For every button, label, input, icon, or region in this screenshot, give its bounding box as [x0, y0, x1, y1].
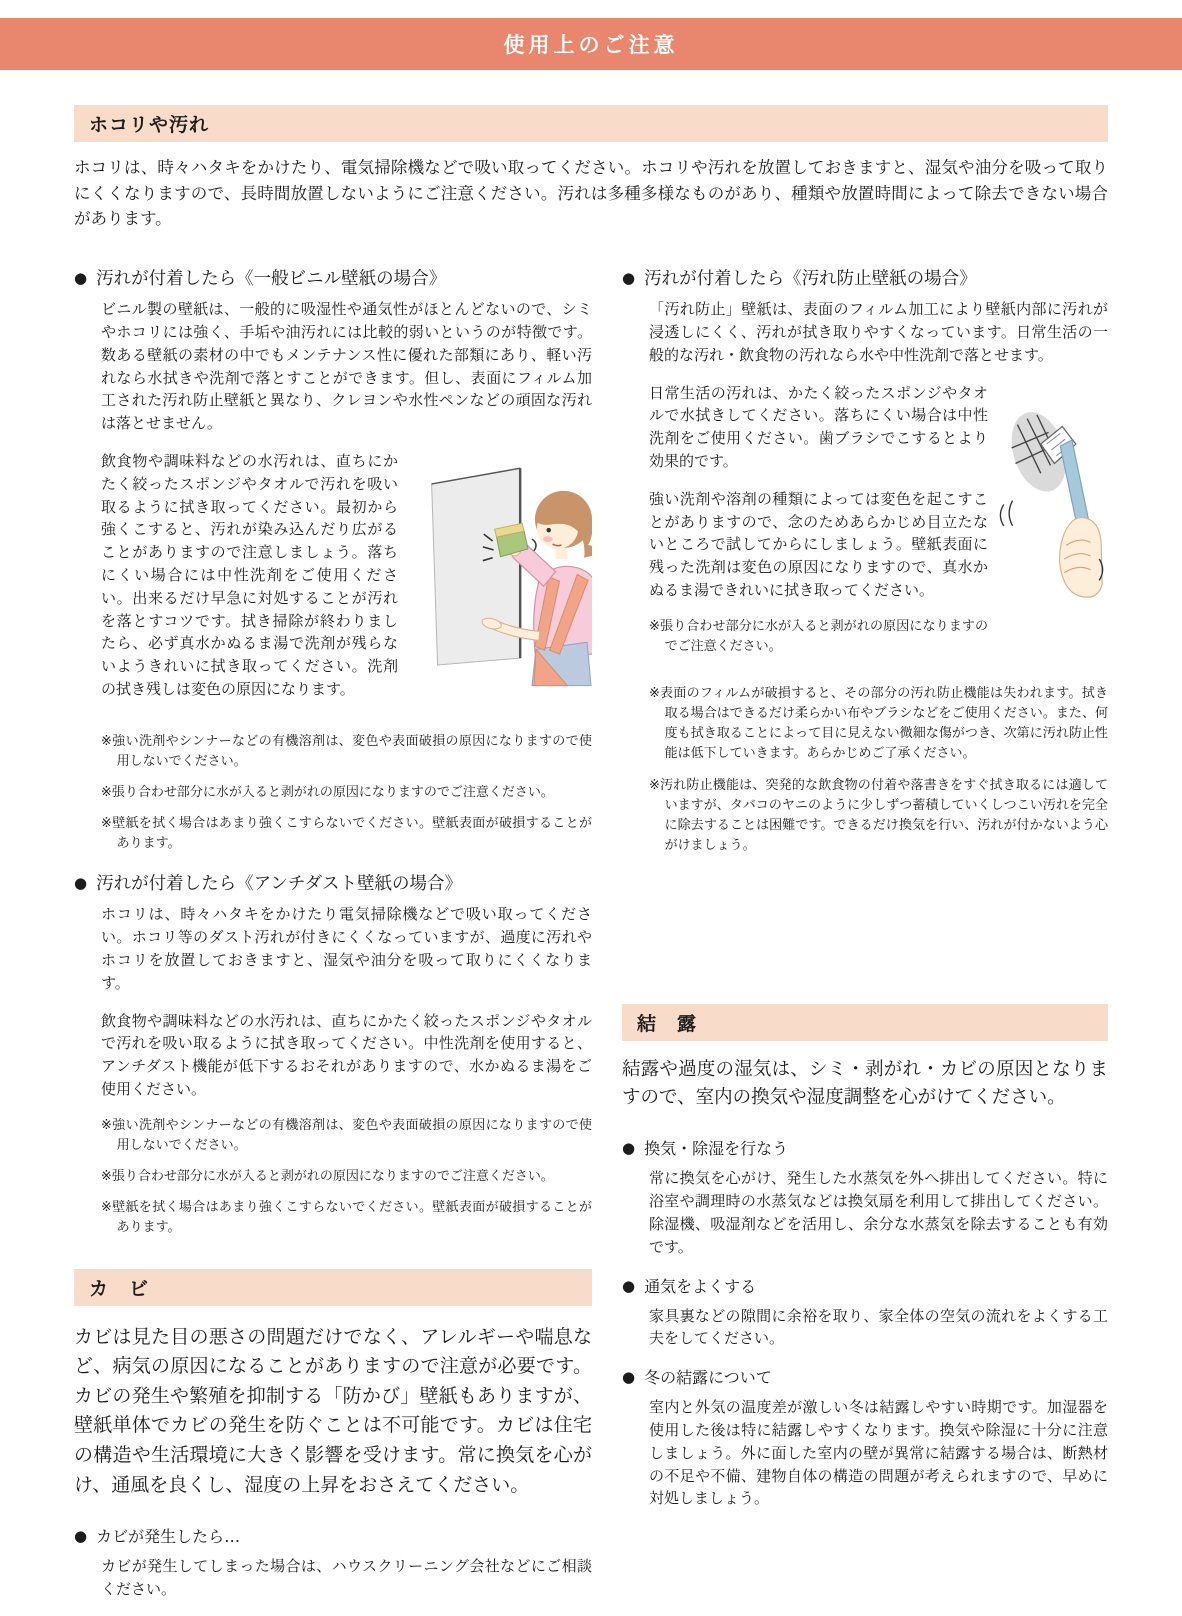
kabi-body-text: カビは見た目の悪さの問題だけでなく、アレルギーや喘息など、病気の原因になることがありますので注意が必要です。カビの発生や繁殖を抑制する「防かび」壁紙もありますが、壁紙単体でカビの発生を防ぐことは不可能です。カビは住宅の構造や生活環境に大きく影響を受けます。常に換気を心がけ、通風を良くし、湿度の上昇をおさえてください。 — [74, 1325, 592, 1496]
section-band-ketsuro — [622, 1004, 1108, 1041]
note-mark-icon: ※ — [101, 1200, 113, 1216]
antidust-heading-label: 汚れが付着したら《アンチダスト壁紙の場合》 — [96, 874, 463, 895]
ketsuro-item-fuyu-body: 室内と外気の温度差が激しい冬は結露しやすい時期です。加湿器を使用した後は特に結露しやすくなります。換気や除湿に十分に注意しましょう。外に面した室内の壁が異常に結露する場合は、断熱材の不足や不備、建物自体の構造の問題が考えられますので、早めに対処しましょう。 — [649, 1398, 1108, 1508]
left-column — [74, 259, 592, 1616]
page-title: 使用上のご注意 — [503, 33, 679, 57]
vinyl-paragraph-2-block — [74, 450, 592, 716]
stainproof-heading — [622, 265, 1108, 290]
document-page — [0, 18, 1182, 1599]
antidust-paragraph-1: ホコリは、時々ハタキをかけたり電気掃除機などで吸い取ってください。ホコリ等のダスト汚れが付きにくくなっていますが、過度に汚れやホコリを放置しておきますと、湿気や油分を吸って取りにくくなります。 — [101, 905, 592, 992]
note-mark-icon: ※ — [649, 618, 661, 634]
vinyl-heading — [74, 265, 592, 290]
vinyl-heading-label: 汚れが付着したら《一般ビニル壁紙の場合》 — [96, 269, 447, 290]
antidust-note-1: ※強い洗剤やシンナーなどの有機溶剤は、変色や表面破損の原因になりますので使用しないでください。 — [101, 1117, 592, 1153]
antidust-heading — [74, 870, 592, 895]
ketsuro-item-kanki-heading — [622, 1136, 1108, 1159]
ketsuro-item-kanki-label: 換気・除湿を行なう — [644, 1139, 789, 1159]
bullet-icon: ● — [622, 1139, 636, 1158]
note-mark-icon: ※ — [649, 686, 661, 702]
woman-wiping-wall-illustration — [410, 456, 592, 688]
stainproof-note-1: ※張り合わせ部分に水が入ると剥がれの原因になりますのでご注意ください。 — [649, 618, 988, 654]
section-band-kabi — [74, 1269, 592, 1306]
bullet-icon: ● — [74, 1527, 88, 1546]
vinyl-note-2: ※張り合わせ部分に水が入ると剥がれの原因になりますのでご注意ください。 — [101, 785, 554, 801]
stainproof-paragraph-1: 「汚れ防止」壁紙は、表面のフィルム加工により壁紙内部に汚れが浸透しにくく、汚れが拭き取りやすくなっています。日常生活の一般的な汚れ・飲食物の汚れなら水や中性洗剤で落とせます。 — [649, 300, 1108, 364]
note-mark-icon: ※ — [101, 1117, 113, 1133]
vinyl-paragraph-1: ビニル製の壁紙は、一般的に吸湿性や通気性がほとんどないので、シミやホコリには強く、手垢や油汚れには比較的弱いというのが特徴です。数ある壁紙の素材の中でもメンテナンス性に優れた部類にあり、軽い汚れなら水拭きや洗剤で落とすことができます。但し、表面にフィルム加工された汚れ防止壁紙と異なり、クレヨンや水性ペンなどの頑固な汚れは落とせません。 — [101, 300, 592, 433]
vinyl-note-3: ※壁紙を拭く場合はあまり強くこすらないでください。壁紙表面が破損することがあります。 — [101, 816, 592, 852]
ketsuro-item-kanki-body: 常に換気を心がけ、発生した水蒸気を外へ排出してください。特に浴室や調理時の水蒸気などは換気扇を利用して排出してください。除湿機、吸湿剤などを活用し、余分な水蒸気を除去することも有効です。 — [649, 1169, 1108, 1256]
vinyl-note-1: ※強い洗剤やシンナーなどの有機溶剤は、変色や表面破損の原因になりますので使用しないでください。 — [101, 733, 592, 769]
kabi-hassei-heading — [74, 1524, 592, 1547]
stainproof-paragraph-2: 日常生活の汚れは、かたく絞ったスポンジやタオルで水拭きしてください。落ちにくい場合は中性洗剤をご使用ください。歯ブラシでこするとより効果的です。 — [649, 383, 988, 470]
bullet-icon: ● — [622, 1368, 636, 1387]
section-band-ketsuro-label: 結 露 — [637, 1013, 698, 1036]
ketsuro-item-tsuki-body: 家具裏などの隙間に余裕を取り、家全体の空気の流れをよくする工夫をしてください。 — [649, 1306, 1108, 1348]
stainproof-paragraph-block — [622, 382, 1108, 668]
kabi-hassei-body: カビが発生してしまった場合は、ハウスクリーニング会社などにご相談ください。 — [101, 1557, 592, 1599]
bullet-icon: ● — [622, 1276, 636, 1295]
ketsuro-item-tsuki-heading — [622, 1274, 1108, 1297]
note-mark-icon: ※ — [101, 733, 113, 749]
page-title-bar — [0, 18, 1182, 70]
stainproof-paragraph-3: 強い洗剤や溶剤の種類によっては変色を起こすことがありますので、念のためあらかじめ目立たないところで試してからにしましょう。壁紙表面に残った洗剤は変色の原因になりますので、真水かぬるま湯できれいに拭き取ってください。 — [649, 489, 988, 599]
ketsuro-item-fuyu-label: 冬の結露について — [644, 1368, 772, 1388]
page-content — [0, 105, 1182, 1616]
note-mark-icon: ※ — [101, 816, 113, 832]
note-mark-icon: ※ — [101, 785, 112, 801]
section-band-kabi-label: カ ビ — [89, 1277, 150, 1300]
kabi-hassei-heading-label: カビが発生したら… — [96, 1527, 241, 1547]
section-band-hokori — [74, 105, 1108, 142]
vinyl-paragraph-2: 飲食物や調味料などの水汚れは、直ちにかたく絞ったスポンジやタオルで汚れを吸い取るように拭き取ってください。最初から強くこすると、汚れが染み込んだり広がることがありますので注意しましょう。落ちにくい場合には中性洗剤をご使用ください。出来るだけ早急に対処することが汚れを落とすコツです。拭き掃除が終わりましたら、必ず真水かぬるま湯で洗剤が残らないようきれいに拭き取ってください。洗剤の拭き残しは変色の原因になります。 — [101, 451, 398, 698]
bullet-icon: ● — [622, 269, 636, 288]
bullet-icon: ● — [74, 269, 88, 288]
ketsuro-item-tsuki-label: 通気をよくする — [644, 1276, 757, 1296]
ketsuro-item-fuyu-heading — [622, 1365, 1108, 1388]
two-column-layout — [74, 259, 1108, 1616]
right-column — [622, 259, 1108, 1525]
note-mark-icon: ※ — [101, 1169, 112, 1185]
section-band-hokori-label: ホコリや汚れ — [89, 114, 210, 136]
ketsuro-body-text: 結露や過度の湿気は、シミ・剥がれ・カビの原因となりますので、室内の換気や湿度調整を心がけてください。 — [622, 1059, 1108, 1109]
bullet-icon: ● — [74, 874, 88, 893]
note-mark-icon: ※ — [649, 777, 661, 793]
antidust-paragraph-2: 飲食物や調味料などの水汚れは、直ちにかたく絞ったスポンジやタオルで汚れを吸い取るように拭き取ってください。中性洗剤を使用すると、アンチダスト機能が低下するおそれがありますので、水かぬるま湯をご使用ください。 — [101, 1011, 592, 1099]
toothbrush-hand-illustration — [996, 386, 1108, 618]
antidust-note-2: ※張り合わせ部分に水が入ると剥がれの原因になりますのでご注意ください。 — [101, 1169, 554, 1185]
hokori-intro-text: ホコリは、時々ハタキをかけたり、電気掃除機などで吸い取ってください。ホコリや汚れを放置しておきますと、湿気や油分を吸って取りにくくなりますので、長時間放置しないようにご注意ください。汚れは多種多様なものがあり、種類や放置時間によって除去できない場合があります。 — [74, 158, 1108, 229]
antidust-note-3: ※壁紙を拭く場合はあまり強くこすらないでください。壁紙表面が破損することがあります。 — [101, 1200, 592, 1236]
stainproof-note-2: ※表面のフィルムが破損すると、その部分の汚れ防止機能は失われます。拭き取る場合はできるだけ柔らかい布やブラシなどをご使用ください。また、何度も拭き取ることによって目に見えない微細な傷がつき、次第に汚れ防止性能は低下していきます。あらかじめご了承ください。 — [649, 686, 1108, 762]
stainproof-note-3: ※汚れ防止機能は、突発的な飲食物の付着や落書きをすぐ拭き取るには適していますが、タバコのヤニのように少しずつ蓄積していくしつこい汚れを完全に除去することは困難です。できるだけ換気を行い、汚れが付かないよう心がけましょう。 — [649, 777, 1108, 854]
stainproof-heading-label: 汚れが付着したら《汚れ防止壁紙の場合》 — [644, 269, 977, 290]
